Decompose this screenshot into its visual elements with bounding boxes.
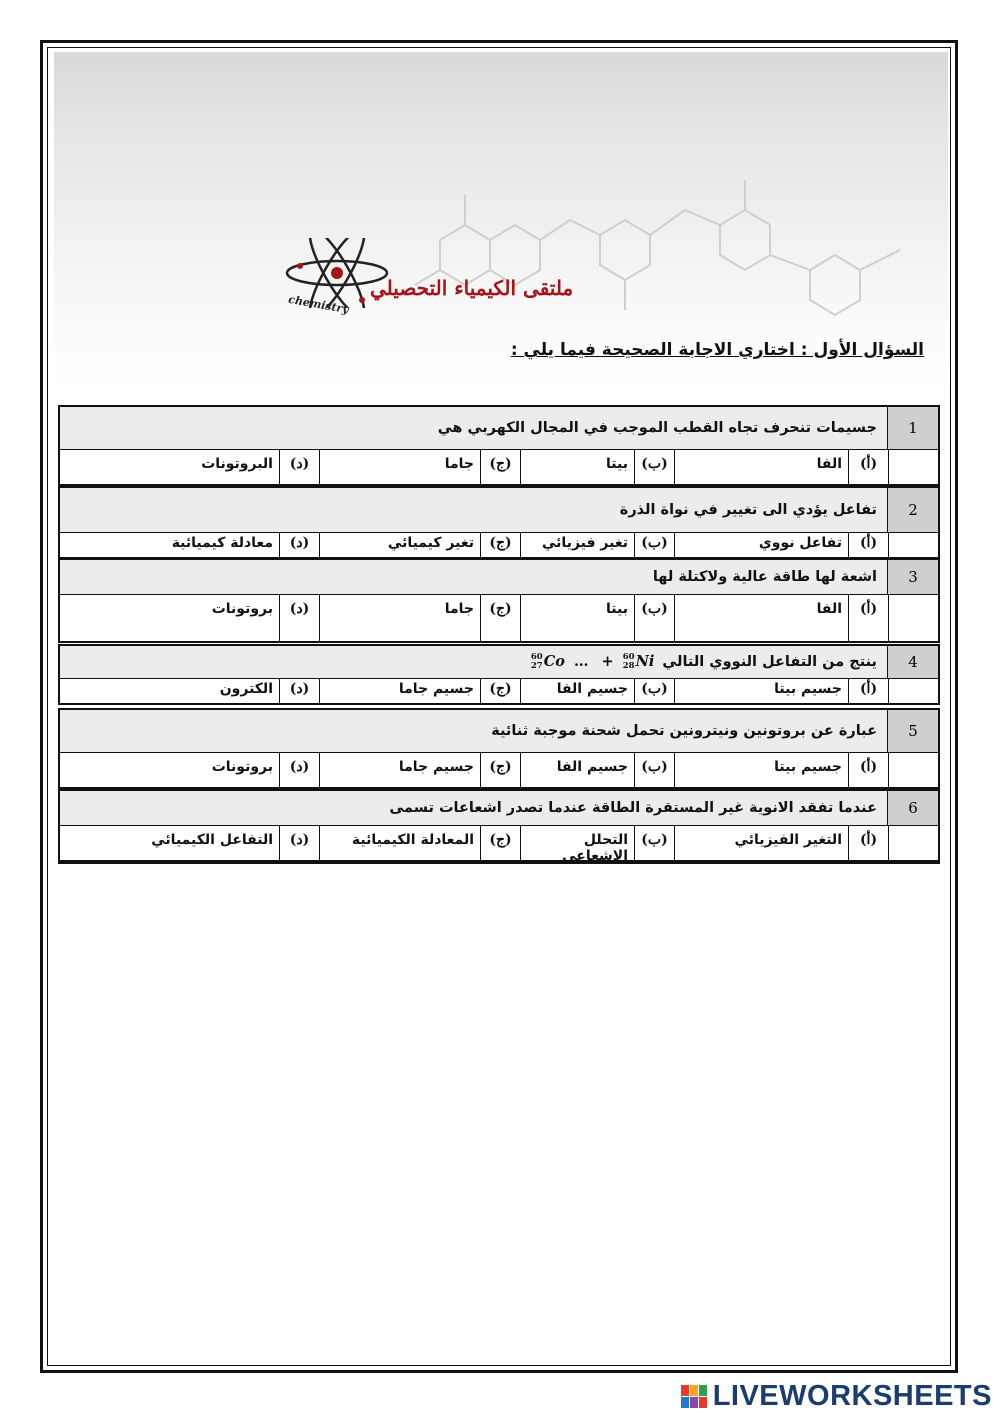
option-c[interactable]: جاما — [319, 450, 480, 484]
question-heading: السؤال الأول : اختاري الاجابة الصحيحة فيما يلي : — [510, 340, 924, 360]
option-key-a: (أ) — [848, 826, 888, 860]
question-text: عندما تفقد الانوية غير المستقرة الطاقة عندما تصدر اشعاعات تسمى — [60, 791, 887, 825]
nickel-indices: 60 28 — [622, 652, 635, 671]
logo-subtitle: chemistry — [287, 292, 350, 317]
question-text: اشعة لها طاقة عالية ولاكتلة لها — [60, 560, 887, 594]
option-key-c: (ج) — [480, 826, 520, 860]
option-d[interactable]: بروتونات — [211, 759, 273, 775]
option-key-a: (أ) — [848, 679, 888, 703]
option-d[interactable]: بروتونات — [211, 601, 273, 617]
liveworksheets-brand[interactable] — [681, 1380, 992, 1413]
option-a[interactable]: جسيم بيتا — [674, 753, 848, 787]
page-frame-inner — [47, 47, 951, 1366]
option-key-b: (ب) — [634, 450, 674, 484]
cobalt-indices: 60 27 — [530, 652, 543, 671]
option-key-b: (ب) — [634, 679, 674, 703]
question-text-label: ينتج من التفاعل النووي التالي — [662, 654, 877, 670]
option-key-b: (ب) — [634, 826, 674, 860]
option-b[interactable]: بيتا — [520, 450, 634, 484]
question-text: جسيمات تنحرف تجاه القطب الموجب في المجال الكهربي هي — [60, 407, 887, 449]
question-number: 2 — [887, 488, 938, 532]
question-number: 1 — [887, 407, 938, 449]
option-key-b: (ب) — [634, 753, 674, 787]
option-c[interactable]: جسيم جاما — [319, 679, 480, 703]
option-key-d: (د) — [279, 533, 319, 557]
option-key-b: (ب) — [634, 533, 674, 557]
option-a[interactable]: الفا — [674, 595, 848, 641]
option-a[interactable]: الفا — [674, 450, 848, 484]
equation-dots: … — [573, 653, 589, 670]
question-text: تفاعل يؤدي الى تغيير في نواة الذرة — [60, 488, 887, 532]
question-number: 3 — [887, 560, 938, 594]
option-d[interactable]: الكترون — [219, 681, 273, 697]
option-b[interactable]: جسيم الفا — [520, 753, 634, 787]
option-b[interactable]: تغير فيزيائي — [520, 533, 634, 557]
liveworksheets-logo-icon — [681, 1385, 709, 1409]
option-key-c: (ج) — [480, 450, 520, 484]
question-text: عبارة عن بروتونين ونيترونين تحمل شحنة موجبة ثنائية — [60, 710, 887, 752]
option-b[interactable]: بيتا — [520, 595, 634, 641]
question-number: 4 — [887, 646, 938, 678]
option-a[interactable]: التغير الفيزيائي — [674, 826, 848, 860]
option-key-d: (د) — [279, 753, 319, 787]
option-key-d: (د) — [279, 450, 319, 484]
option-key-d: (د) — [279, 826, 319, 860]
option-key-a: (أ) — [848, 753, 888, 787]
question-number: 6 — [887, 791, 938, 825]
option-key-a: (أ) — [848, 450, 888, 484]
option-d[interactable]: التفاعل الكيميائي — [151, 832, 273, 848]
equation-plus: + — [601, 653, 614, 670]
option-a[interactable]: تفاعل نووي — [674, 533, 848, 557]
option-d[interactable]: معادلة كيميائية — [171, 535, 273, 551]
option-key-c: (ج) — [480, 533, 520, 557]
option-d[interactable]: البروتونات — [201, 456, 273, 472]
option-c[interactable]: جاما — [319, 595, 480, 641]
logo-title: ملتقى الكيمياء التحصيلي — [370, 276, 574, 300]
option-a[interactable]: جسيم بيتا — [674, 679, 848, 703]
option-key-a: (أ) — [848, 595, 888, 641]
brand-text: LIVEWORKSHEETS — [712, 1380, 992, 1412]
option-b[interactable]: التحلل الاشعاعي — [520, 826, 634, 860]
cobalt-symbol: Co — [543, 653, 565, 670]
option-key-c: (ج) — [480, 679, 520, 703]
option-c[interactable]: تغير كيميائي — [319, 533, 480, 557]
option-b[interactable]: جسيم الفا — [520, 679, 634, 703]
option-key-c: (ج) — [480, 595, 520, 641]
nickel-symbol: Ni — [635, 653, 655, 670]
option-key-d: (د) — [279, 595, 319, 641]
option-key-d: (د) — [279, 679, 319, 703]
option-c[interactable]: المعادلة الكيميائية — [319, 826, 480, 860]
option-key-b: (ب) — [634, 595, 674, 641]
option-key-a: (أ) — [848, 533, 888, 557]
question-number: 5 — [887, 710, 938, 752]
option-c[interactable]: جسيم جاما — [319, 753, 480, 787]
option-key-c: (ج) — [480, 753, 520, 787]
